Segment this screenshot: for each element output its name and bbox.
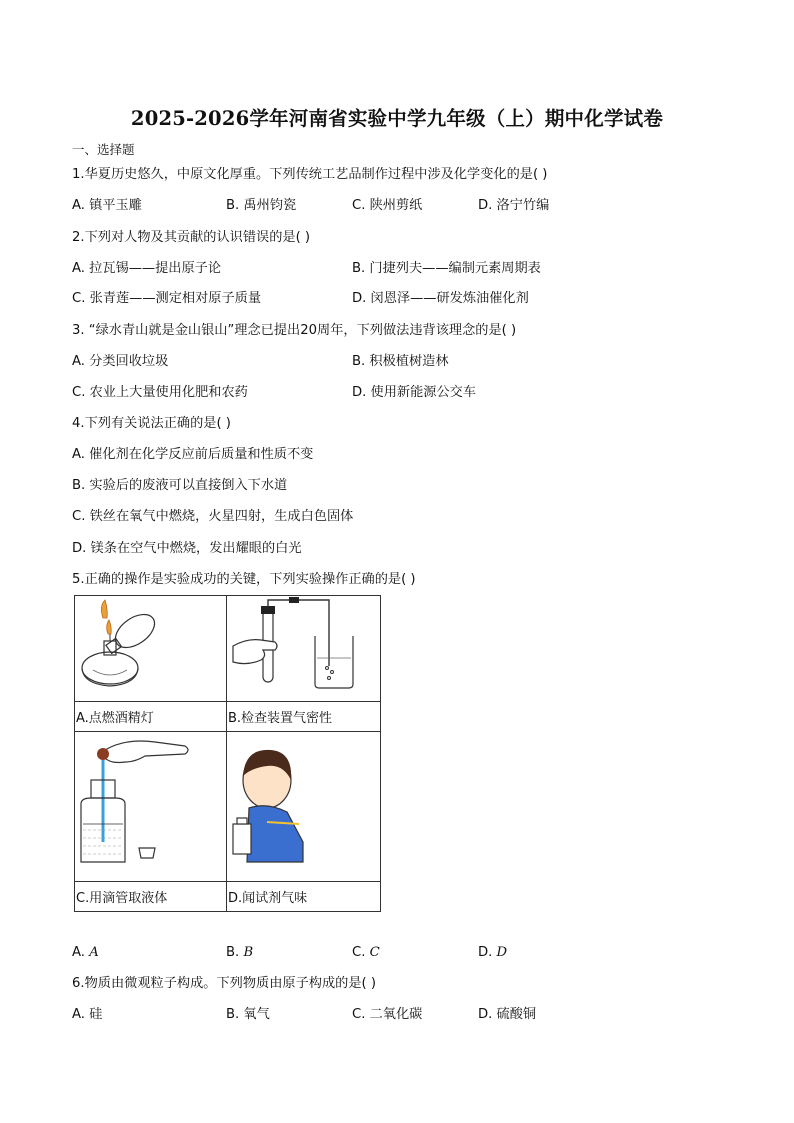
question-4-stem: 4.下列有关说法正确的是( ): [72, 416, 231, 431]
q3-option-d[interactable]: D. 使用新能源公交车: [352, 385, 477, 400]
question-5-stem: 5.正确的操作是实验成功的关键，下列实验操作正确的是( ): [72, 572, 416, 587]
q6-option-c[interactable]: C. 二氧化碳: [352, 1007, 423, 1022]
q3-option-c[interactable]: C. 农业上大量使用化肥和农药: [72, 385, 248, 400]
question-6-stem: 6.物质由微观粒子构成。下列物质由原子构成的是( ): [72, 976, 376, 991]
figure-a-alcohol-lamp: [75, 596, 227, 702]
q4-option-c[interactable]: C. 铁丝在氧气中燃烧，火星四射，生成白色固体: [72, 509, 354, 524]
caption-b: B.检查装置气密性: [227, 702, 381, 732]
q5-option-b-label: B.: [226, 945, 244, 960]
q4-option-b[interactable]: B. 实验后的废液可以直接倒入下水道: [72, 478, 288, 493]
q2-option-d[interactable]: D. 闵恩泽——研发炼油催化剂: [352, 291, 529, 306]
figure-c-dropper: [75, 732, 227, 882]
q6-option-a[interactable]: A. 硅: [72, 1007, 103, 1022]
q5-option-d[interactable]: [478, 944, 507, 962]
q2-option-a[interactable]: A. 拉瓦锡——提出原子论: [72, 261, 222, 276]
q5-option-c[interactable]: [352, 944, 380, 962]
figure-d-smell: [227, 732, 381, 882]
q5-option-a-value: A: [89, 945, 99, 960]
alcohol-lamp-lighting-icon: [75, 596, 226, 697]
q5-option-b[interactable]: [226, 944, 253, 962]
q5-option-a[interactable]: [72, 944, 99, 962]
q5-option-a-label: A.: [72, 945, 90, 960]
experiment-figure-table: [74, 595, 381, 912]
caption-d: D.闻试剂气味: [227, 882, 381, 912]
q1-option-a[interactable]: A. 镇平玉雕: [72, 198, 142, 213]
q4-option-a[interactable]: A. 催化剂在化学反应前后质量和性质不变: [72, 447, 314, 462]
q1-option-b[interactable]: B. 禹州钧瓷: [226, 198, 297, 213]
q5-option-d-value: D: [496, 945, 508, 960]
q5-option-b-value: B: [243, 945, 254, 960]
caption-a: A.点燃酒精灯: [75, 702, 227, 732]
q3-option-a[interactable]: A. 分类回收垃圾: [72, 354, 169, 369]
q3-option-b[interactable]: B. 积极植树造林: [352, 354, 449, 369]
q2-option-b[interactable]: B. 门捷列夫——编制元素周期表: [352, 261, 541, 276]
q5-option-c-label: C.: [352, 945, 370, 960]
dropper-bottle-icon: [75, 732, 226, 877]
q2-option-c[interactable]: C. 张青莲——测定相对原子质量: [72, 291, 262, 306]
q1-option-c[interactable]: C. 陕州剪纸: [352, 198, 423, 213]
q6-option-d[interactable]: D. 硫酸铜: [478, 1007, 537, 1022]
q1-option-d[interactable]: D. 洛宁竹编: [478, 198, 550, 213]
q5-option-c-value: C: [369, 945, 380, 960]
smelling-reagent-icon: [227, 732, 380, 877]
airtightness-check-icon: [227, 596, 380, 697]
question-2-stem: 2.下列对人物及其贡献的认识错误的是( ): [72, 230, 311, 245]
q6-option-b[interactable]: B. 氧气: [226, 1007, 270, 1022]
page-title: 2025-2026学年河南省实验中学九年级（上）期中化学试卷: [130, 107, 664, 130]
section-heading: 一、选择题: [72, 142, 135, 157]
q5-option-d-label: D.: [478, 945, 497, 960]
question-3-stem: 3. “绿水青山就是金山银山”理念已提出20周年，下列做法违背该理念的是( ): [72, 323, 517, 338]
figure-b-airtightness: [227, 596, 381, 702]
q4-option-d[interactable]: D. 镁条在空气中燃烧，发出耀眼的白光: [72, 541, 302, 556]
question-1-stem: 1.华夏历史悠久，中原文化厚重。下列传统工艺品制作过程中涉及化学变化的是( ): [72, 167, 548, 182]
caption-c: C.用滴管取液体: [75, 882, 227, 912]
